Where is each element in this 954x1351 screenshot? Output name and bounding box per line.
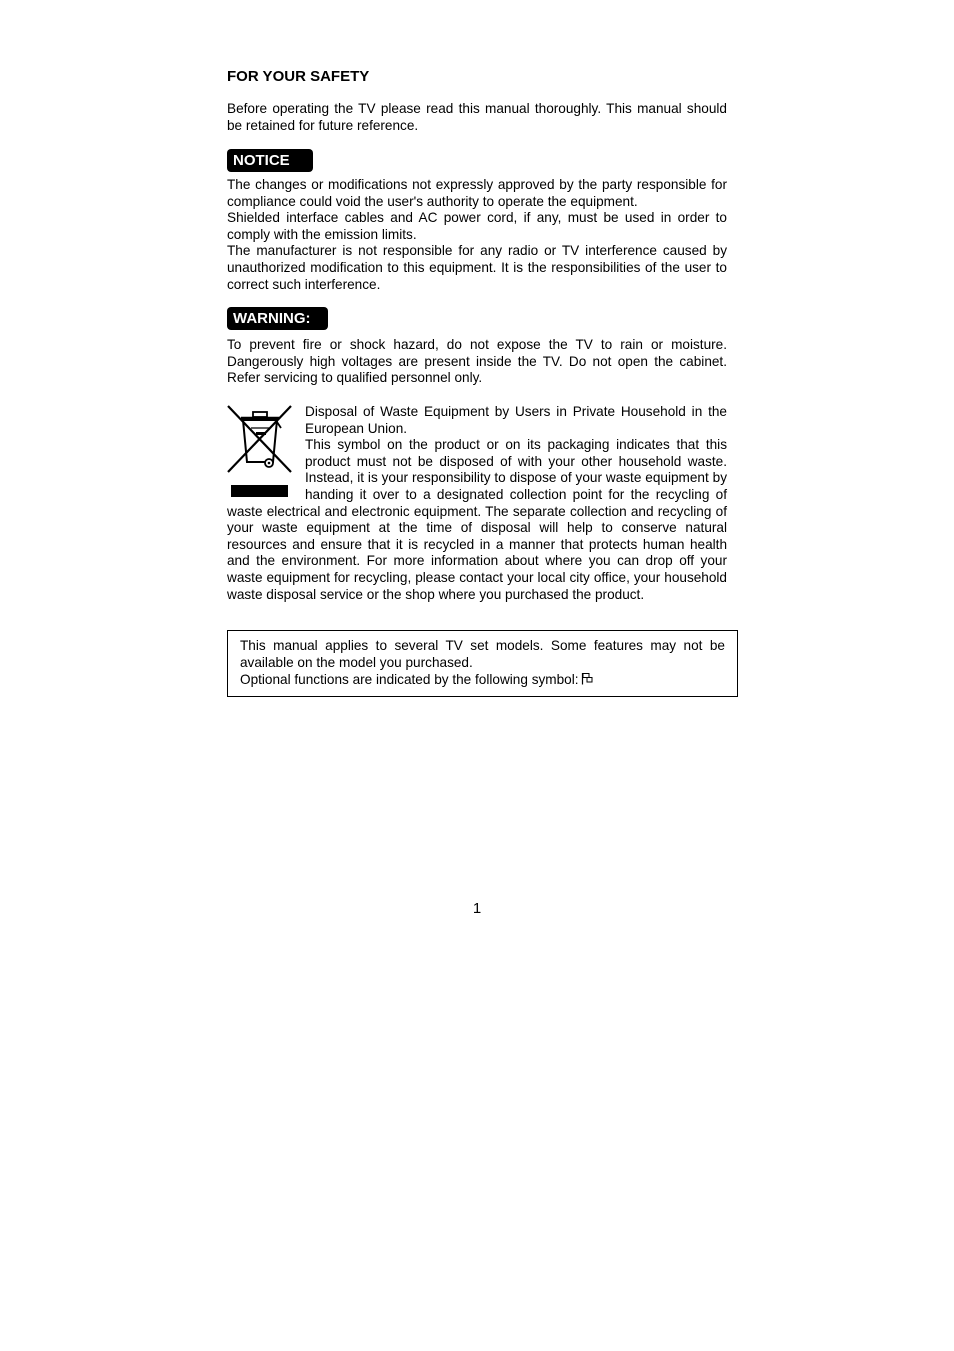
notice-paragraph: The changes or modifications not expressly approved by the party responsible for compliance could void the user's authority to operate the equipment. Shielded interface cables and AC power cord, if any, must be used in order to comply with the emission limits. The manufacturer is not responsible for any radio or TV interference caused by unauthorized modification to this equipment. It is the responsibilities of the user to correct such interference.: [227, 177, 727, 292]
notice-label: NOTICE: [227, 149, 313, 172]
disposal-paragraph: Disposal of Waste Equipment by Users in Private Household in the European Union. This symbol on the product or on its packaging indicates that this product must not be disposed of with your other household waste. Instead, it is your responsibility to dispose of your waste equipment by handing it over to a designated collection point for the recycling of waste electrical and electronic equipment. The separate collection and recycling of your waste equipment at the time of disposal will help to conserve natural resources and ensure that it is recycled in a manner that protects human health and the environment. For more information about where you can drop off your waste equipment for recycling, please contact your local city office, your household waste disposal service or the shop where you purchased the product.: [227, 404, 727, 602]
disposal-section: [227, 404, 727, 603]
intro-paragraph: Before operating the TV please read this manual thoroughly. This manual should be retained for future reference.: [227, 101, 727, 133]
warning-label: WARNING:: [227, 307, 328, 330]
info-box-line-models: This manual applies to several TV set models. Some features may not be available on the model you purchased.: [240, 638, 725, 670]
optional-function-symbol-icon: [581, 672, 593, 689]
info-box-line-optional: [240, 671, 725, 689]
crossed-out-wheelie-bin-icon: [227, 404, 293, 500]
page-number: 1: [472, 900, 482, 917]
info-box-optional-text: Optional functions are indicated by the following symbol:: [240, 672, 579, 687]
page-title: FOR YOUR SAFETY: [227, 68, 370, 85]
info-box: [227, 630, 738, 697]
warning-paragraph: To prevent fire or shock hazard, do not expose the TV to rain or moisture. Dangerously high voltages are present inside the TV. Do not open the cabinet. Refer servicing to qualified personnel only.: [227, 337, 727, 386]
